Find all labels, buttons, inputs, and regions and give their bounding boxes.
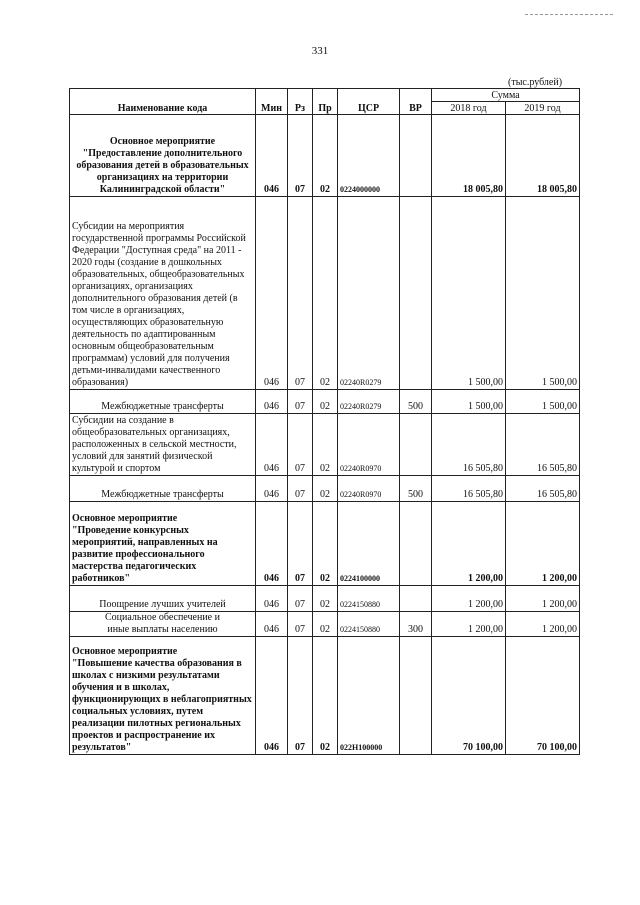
table-row [70, 612, 580, 637]
row-min: 046 [256, 115, 288, 197]
row-2019: 1 500,00 [506, 197, 580, 390]
table-row [70, 476, 580, 502]
scan-mark [525, 14, 613, 16]
row-2018: 1 200,00 [432, 502, 506, 586]
row-csr: 02240R0970 [338, 476, 400, 502]
row-min: 046 [256, 197, 288, 390]
row-min: 046 [256, 612, 288, 637]
row-2019: 70 100,00 [506, 637, 580, 755]
budget-table [69, 88, 580, 755]
row-2018: 1 200,00 [432, 612, 506, 637]
row-csr: 02240R0970 [338, 414, 400, 476]
row-rz: 07 [288, 390, 313, 414]
row-2019: 1 200,00 [506, 612, 580, 637]
row-pr: 02 [313, 637, 338, 755]
row-rz: 07 [288, 637, 313, 755]
header-sum: Сумма [432, 89, 580, 102]
row-rz: 07 [288, 476, 313, 502]
row-name: Межбюджетные трансферты [70, 390, 256, 414]
row-pr: 02 [313, 476, 338, 502]
row-2019: 16 505,80 [506, 414, 580, 476]
row-name: Субсидии на создание в общеобразовательных организациях, расположенных в сельской местности, условий для занятий физической культурой и спортом [70, 414, 256, 476]
row-2018: 16 505,80 [432, 476, 506, 502]
table-row [70, 197, 580, 390]
units-label: (тыс.рублей) [508, 77, 563, 88]
table-row [70, 115, 580, 197]
row-2018: 1 200,00 [432, 586, 506, 612]
row-2018: 70 100,00 [432, 637, 506, 755]
row-vr: 300 [400, 612, 432, 637]
row-vr: 500 [400, 476, 432, 502]
row-min: 046 [256, 414, 288, 476]
row-name: Основное мероприятие "Предоставление дополнительного образования детей в образовательных организациях на территории Калининградской области" [70, 115, 256, 197]
row-2018: 1 500,00 [432, 390, 506, 414]
header-name: Наименование кода [70, 89, 256, 115]
row-vr [400, 115, 432, 197]
row-name: Межбюджетные трансферты [70, 476, 256, 502]
header-min: Мин [256, 89, 288, 115]
row-rz: 07 [288, 414, 313, 476]
row-csr: 0224150880 [338, 612, 400, 637]
row-csr: 02240R0279 [338, 390, 400, 414]
row-rz: 07 [288, 586, 313, 612]
header-2019: 2019 год [506, 102, 580, 115]
page-number: 331 [311, 45, 329, 57]
row-2019: 1 500,00 [506, 390, 580, 414]
row-csr: 0224000000 [338, 115, 400, 197]
row-rz: 07 [288, 502, 313, 586]
row-name: Основное мероприятие "Повышение качества образования в школах с низкими результатами обучения и в школах, функционирующих в неблагоприятных социальных условиях, путем реализации пилотных региональных проектов и распространение их результатов" [70, 637, 256, 755]
row-vr [400, 502, 432, 586]
row-min: 046 [256, 502, 288, 586]
table-row [70, 586, 580, 612]
row-csr: 02240R0279 [338, 197, 400, 390]
row-2019: 16 505,80 [506, 476, 580, 502]
row-vr [400, 637, 432, 755]
row-pr: 02 [313, 115, 338, 197]
row-pr: 02 [313, 586, 338, 612]
row-name: Субсидии на мероприятия государственной программы Российской Федерации "Доступная среда" на 2011 - 2020 годы (создание в дошкольных образовательных, общеобразовательных организациях, организациях дополнительного образования детей (в том числе в организациях, осуществляющих образовательную деятельность по адаптированным основным общеобразовательным программам) условий для получения детьми-инвалидами качественного образования) [70, 197, 256, 390]
row-vr [400, 197, 432, 390]
header-csr: ЦСР [338, 89, 400, 115]
table-row [70, 502, 580, 586]
row-min: 046 [256, 637, 288, 755]
row-pr: 02 [313, 502, 338, 586]
row-vr [400, 586, 432, 612]
row-min: 046 [256, 390, 288, 414]
row-2019: 1 200,00 [506, 502, 580, 586]
row-name: Социальное обеспечение и иные выплаты населению [70, 612, 256, 637]
table-row [70, 414, 580, 476]
row-name: Основное мероприятие "Проведение конкурсных мероприятий, направленных на развитие профессионального мастерства педагогических работников" [70, 502, 256, 586]
row-csr: 0224100000 [338, 502, 400, 586]
row-2019: 1 200,00 [506, 586, 580, 612]
header-vr: ВР [400, 89, 432, 115]
row-min: 046 [256, 586, 288, 612]
table-row [70, 637, 580, 755]
row-pr: 02 [313, 612, 338, 637]
row-min: 046 [256, 476, 288, 502]
row-rz: 07 [288, 197, 313, 390]
row-name: Поощрение лучших учителей [70, 586, 256, 612]
header-pr: Пр [313, 89, 338, 115]
header-rz: Рз [288, 89, 313, 115]
row-rz: 07 [288, 612, 313, 637]
row-2018: 1 500,00 [432, 197, 506, 390]
row-vr: 500 [400, 390, 432, 414]
row-pr: 02 [313, 414, 338, 476]
row-rz: 07 [288, 115, 313, 197]
row-2018: 16 505,80 [432, 414, 506, 476]
header-2018: 2018 год [432, 102, 506, 115]
row-2018: 18 005,80 [432, 115, 506, 197]
row-vr [400, 414, 432, 476]
row-pr: 02 [313, 390, 338, 414]
table-row [70, 390, 580, 414]
row-pr: 02 [313, 197, 338, 390]
row-csr: 0224150880 [338, 586, 400, 612]
row-csr: 022Н100000 [338, 637, 400, 755]
row-2019: 18 005,80 [506, 115, 580, 197]
